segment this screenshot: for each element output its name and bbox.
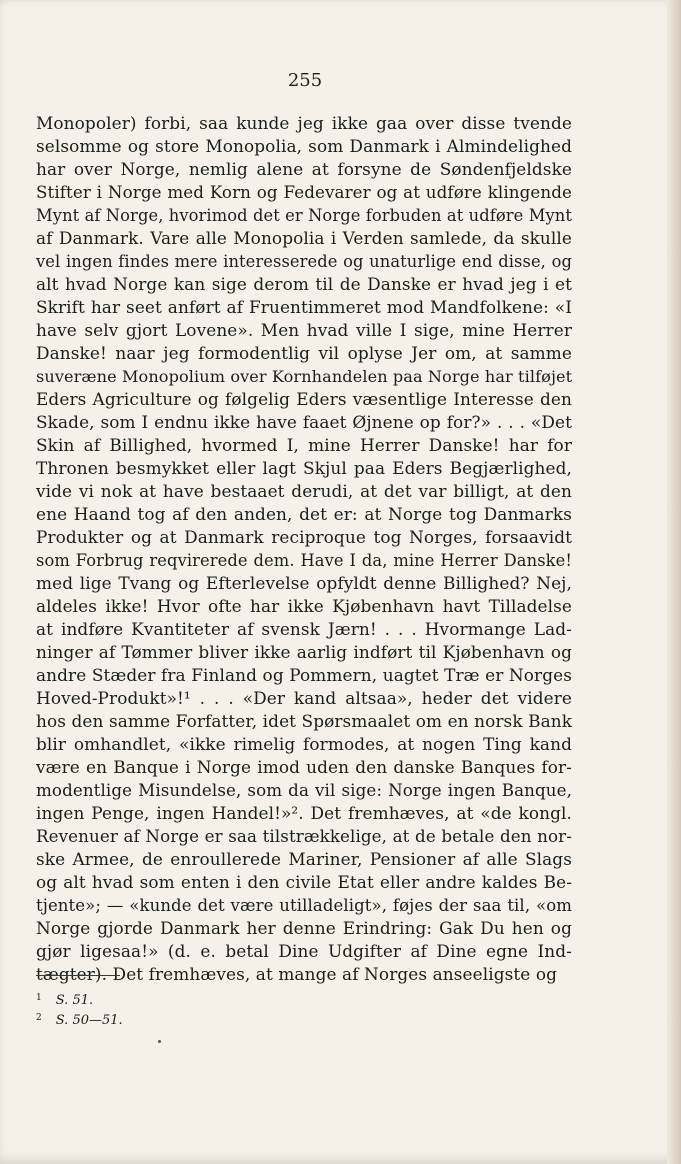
print-speck [158,1040,161,1043]
text-line: andre Stæder fra Finland og Pommern, uagtet Træ er Norges [36,665,572,685]
text-line: Norge gjorde Danmark her denne Erindring: Gak Du hen og [36,918,572,938]
footnote-text: S. 51. [55,993,94,1008]
text-line: blir omhandlet, «ikke rimelig formodes, at nogen Ting kand [36,734,572,754]
text-line: at indføre Kvantiteter af svensk Jærn! . . . Hvormange Lad- [36,619,572,639]
page-number: 255 [287,70,323,91]
body-text [36,112,572,986]
footnote-marker: 2 [36,1013,42,1023]
text-line: tægter). Det fremhæves, at mange af Norges anseeligste og [36,964,558,984]
text-line: suveræne Monopolium over Kornhandelen paa Norge har tilføjet [36,367,573,386]
text-line: Monopoler) forbi, saa kunde jeg ikke gaa over disse tvende [36,113,572,133]
footnotes [36,988,123,1028]
text-line: ninger af Tømmer bliver ikke aarlig indført til Kjøbenhavn og [36,642,572,662]
footnote-text: S. 50—51. [55,1013,123,1028]
text-line: vel ingen findes mere interesserede og unaturlige end disse, og [36,252,572,271]
text-line: Revenuer af Norge er saa tilstrækkelige, at de betale den nor- [36,826,572,846]
text-line: og alt hvad som enten i den civile Etat eller andre kaldes Be- [36,872,572,892]
text-line: være en Banque i Norge imod uden den danske Banques for- [36,757,572,777]
footnote-1 [36,988,123,1008]
text-line: aldeles ikke! Hvor ofte har ikke Kjøbenhavn havt Tilladelse [36,596,572,616]
text-line: Danske! naar jeg formodentlig vil oplyse Jer om, at samme [36,343,572,363]
footnote-rule [36,975,120,976]
text-line: som Forbrug reqvirerede dem. Have I da, mine Herrer Danske! [36,551,572,570]
text-line: Thronen besmykket eller lagt Skjul paa Eders Begjærlighed, [36,458,572,478]
text-line: tjente»; — «kunde det være utilladeligt», føjes der saa til, «om [36,896,572,915]
text-line: Skrift har seet anført af Fruentimmeret mod Mandfolkene: «I [36,297,572,317]
text-line: alt hvad Norge kan sige derom til de Danske er hvad jeg i et [36,274,572,294]
text-line: Stifter i Norge med Korn og Fedevarer og at udføre klingende [36,182,572,202]
text-line: Mynt af Norge, hvorimod det er Norge forbuden at udføre Mynt [36,206,572,225]
text-line: ske Armee, de enroullerede Mariner, Pensioner af alle Slags [36,849,572,869]
text-line: Hoved-Produkt»!¹ . . . «Der kand altsaa», heder det videre [36,688,572,708]
text-line: gjør ligesaa!» (d. e. betal Dine Udgifter af Dine egne Ind- [36,941,572,961]
text-line: Skade, som I endnu ikke have faaet Øjnene op for?» . . . «Det [36,412,572,432]
text-line: ingen Penge, ingen Handel!»². Det fremhæves, at «de kongl. [36,803,572,823]
text-line: Eders Agriculture og følgelig Eders væsentlige Interesse den [36,389,572,409]
footnote-2 [36,1008,123,1028]
text-line: har over Norge, nemlig alene at forsyne de Søndenfjeldske [36,159,572,179]
text-line: ene Haand tog af den anden, det er: at Norge tog Danmarks [36,504,572,524]
text-line: med lige Tvang og Efterlevelse opfyldt denne Billighed? Nej, [36,573,572,593]
text-line: vide vi nok at have bestaaet derudi, at det var billigt, at den [36,481,572,501]
text-line: modentlige Misundelse, som da vil sige: Norge ingen Banque, [36,780,572,800]
text-line: selsomme og store Monopolia, som Danmark i Almindelighed [36,136,572,156]
text-line: af Danmark. Vare alle Monopolia i Verden samlede, da skulle [36,228,572,248]
text-line: Produkter og at Danmark reciproque tog Norges, forsaavidt [36,527,572,547]
text-line: have selv gjort Lovene». Men hvad ville I sige, mine Herrer [36,320,572,340]
footnote-marker: 1 [36,993,42,1003]
page-edge-shadow [667,0,681,1164]
text-line: Skin af Billighed, hvormed I, mine Herrer Danske! har for [36,435,572,455]
text-line: hos den samme Forfatter, idet Spørsmaalet om en norsk Bank [36,711,573,731]
